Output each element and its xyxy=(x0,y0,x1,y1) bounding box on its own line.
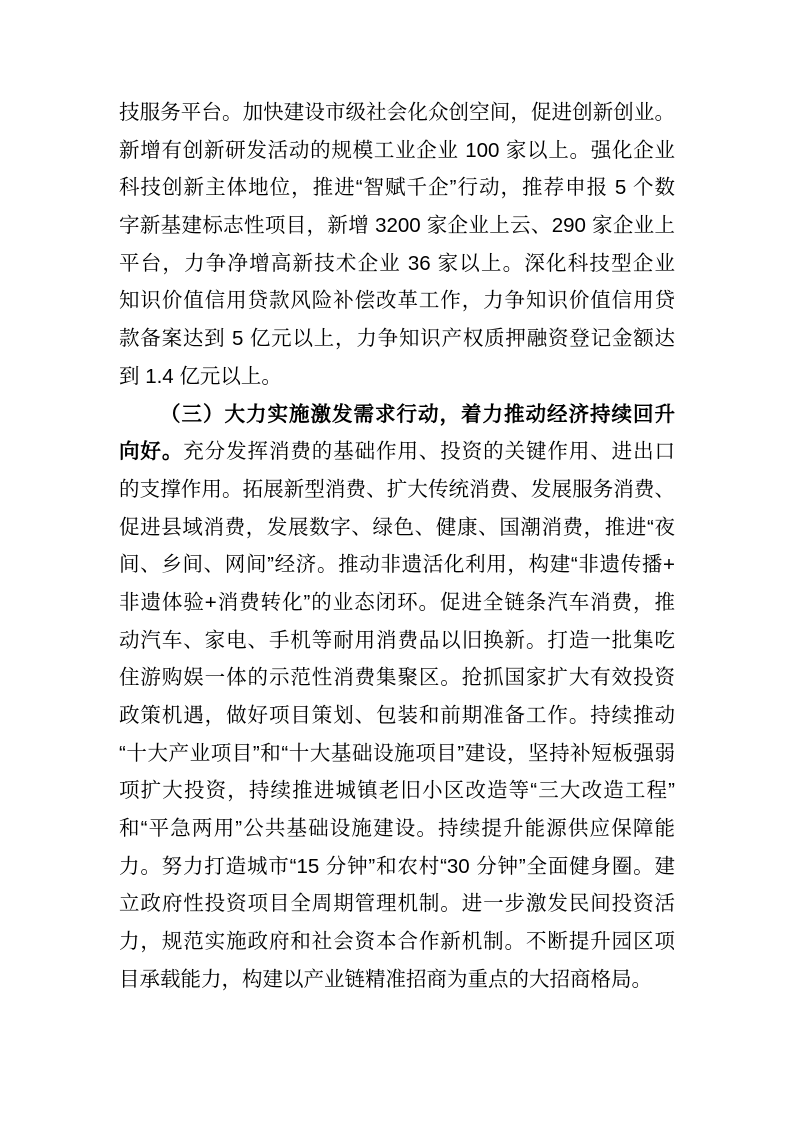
text-line xyxy=(119,245,675,283)
body-text: 字新基建标志性项目，新增 3200 家企业上云、290 家企业上 xyxy=(119,214,675,238)
body-text: 和“平急两用”公共基础设施建设。持续提升能源供应保障能 xyxy=(119,817,675,841)
text-line xyxy=(119,697,675,735)
body-text: 住游购娱一体的示范性消费集聚区。抢抓国家扩大有效投资 xyxy=(119,666,675,690)
body-text: 款备案达到 5 亿元以上，力争知识产权质押融资登记金额达 xyxy=(119,327,675,351)
body-text: 促进县域消费，发展数字、绿色、健康、国潮消费，推进“夜 xyxy=(119,515,675,539)
text-line xyxy=(119,659,675,697)
text-line xyxy=(119,923,675,961)
text-line xyxy=(119,433,675,471)
text-line xyxy=(119,584,675,622)
body-text: 平台，力争净增高新技术企业 36 家以上。深化科技型企业 xyxy=(119,251,675,275)
text-line xyxy=(119,772,675,810)
body-text: 动汽车、家电、手机等耐用消费品以旧换新。打造一批集吃 xyxy=(119,628,675,652)
document-body xyxy=(119,94,675,999)
body-text: 间、乡间、网间”经济。推动非遗活化利用，构建“非遗传播+ xyxy=(119,553,675,577)
text-line xyxy=(119,735,675,773)
text-line xyxy=(119,885,675,923)
section-heading-text: 向好。 xyxy=(119,441,184,464)
text-line xyxy=(119,132,675,170)
body-text: 非遗体验+消费转化”的业态闭环。促进全链条汽车消费，推 xyxy=(119,590,675,614)
text-line xyxy=(119,848,675,886)
body-text: 的支撑作用。拓展新型消费、扩大传统消费、发展服务消费、 xyxy=(119,477,675,501)
body-text: 科技创新主体地位，推进“智赋千企”行动，推荐申报 5 个数 xyxy=(119,176,675,200)
body-text: “十大产业项目”和“十大基础设施项目”建设，坚持补短板强弱 xyxy=(119,741,675,765)
text-line xyxy=(119,320,675,358)
text-line xyxy=(119,94,675,132)
text-line xyxy=(119,471,675,509)
body-text: 立政府性投资项目全周期管理机制。进一步激发民间投资活 xyxy=(119,892,675,916)
body-text: 技服务平台。加快建设市级社会化众创空间，促进创新创业。 xyxy=(119,101,675,124)
section-heading-text: （三）大力实施激发需求行动，着力推动经济持续回升 xyxy=(160,403,675,426)
text-line xyxy=(119,961,675,999)
text-line xyxy=(119,396,675,434)
text-line xyxy=(119,810,675,848)
text-line xyxy=(119,622,675,660)
body-text: 知识价值信用贷款风险补偿改革工作，力争知识价值信用贷 xyxy=(119,289,675,313)
body-text: 到 1.4 亿元以上。 xyxy=(119,364,282,388)
text-line xyxy=(119,169,675,207)
body-text: 新增有创新研发活动的规模工业企业 100 家以上。强化企业 xyxy=(119,138,675,162)
text-line xyxy=(119,207,675,245)
body-text: 目承载能力，构建以产业链精准招商为重点的大招商格局。 xyxy=(119,967,652,991)
text-line xyxy=(119,358,675,396)
body-text: 充分发挥消费的基础作用、投资的关键作用、进出口 xyxy=(183,440,676,464)
text-line xyxy=(119,282,675,320)
body-text: 力。努力打造城市“15 分钟”和农村“30 分钟”全面健身圈。建 xyxy=(119,854,675,878)
body-text: 政策机遇，做好项目策划、包装和前期准备工作。持续推动 xyxy=(119,704,675,727)
text-line xyxy=(119,546,675,584)
body-text: 项扩大投资，持续推进城镇老旧小区改造等“三大改造工程” xyxy=(119,779,675,803)
body-text: 力，规范实施政府和社会资本合作新机制。不断提升园区项 xyxy=(119,930,675,954)
text-line xyxy=(119,509,675,547)
